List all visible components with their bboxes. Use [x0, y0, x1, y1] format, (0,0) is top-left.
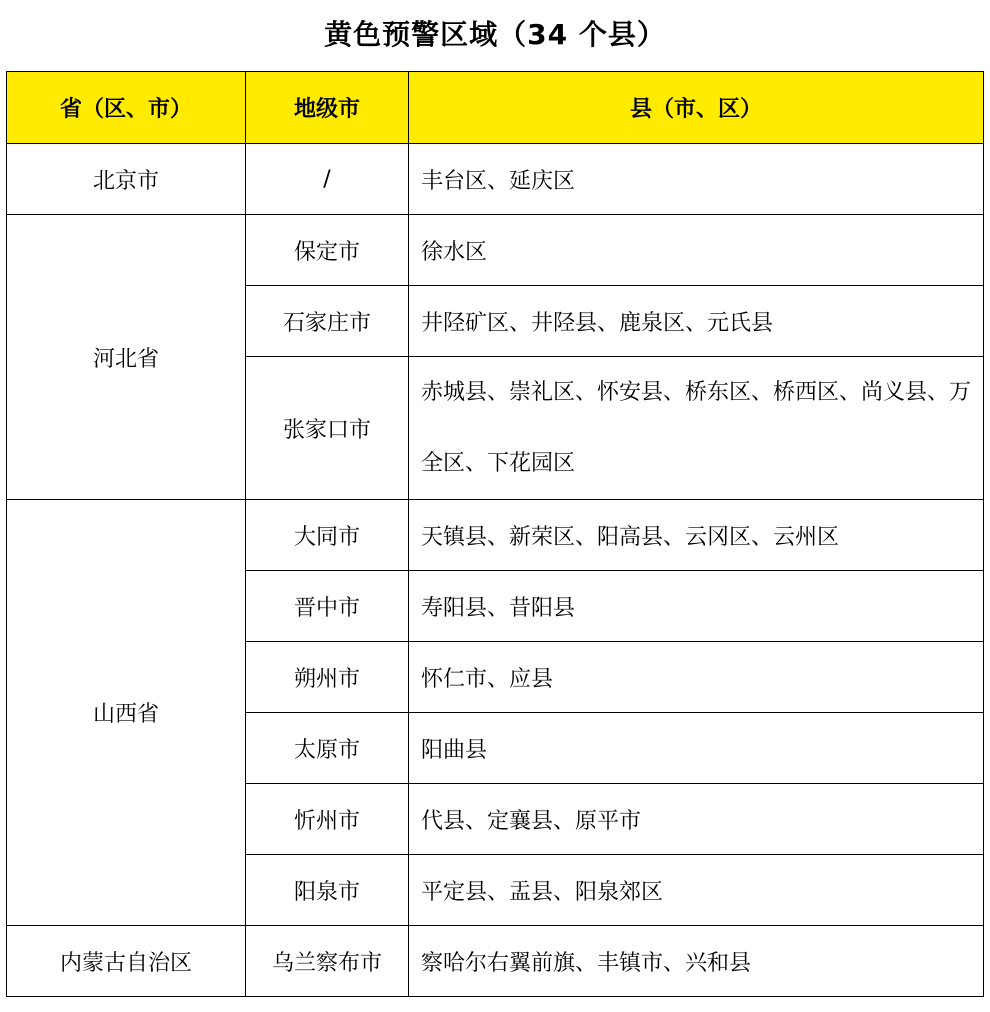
warning-table — [6, 71, 984, 997]
county-cell: 代县、定襄县、原平市 — [409, 784, 984, 855]
table-row — [7, 215, 984, 286]
header-province: 省（区、市） — [7, 72, 246, 144]
province-cell: 河北省 — [7, 215, 246, 500]
county-cell — [409, 357, 984, 500]
header-city: 地级市 — [246, 72, 409, 144]
table-header-row — [7, 72, 984, 144]
city-cell: 大同市 — [246, 500, 409, 571]
county-cell: 怀仁市、应县 — [409, 642, 984, 713]
county-cell: 天镇县、新荣区、阳高县、云冈区、云州区 — [409, 500, 984, 571]
city-cell: 张家口市 — [246, 357, 409, 500]
city-cell: 石家庄市 — [246, 286, 409, 357]
county-cell: 阳曲县 — [409, 713, 984, 784]
table-row — [7, 500, 984, 571]
city-cell: 朔州市 — [246, 642, 409, 713]
city-cell: 忻州市 — [246, 784, 409, 855]
province-cell: 内蒙古自治区 — [7, 926, 246, 997]
city-cell: 保定市 — [246, 215, 409, 286]
county-text: 赤城县、崇礼区、怀安县、桥东区、桥西区、尚义县、万全区、下花园区 — [421, 380, 972, 476]
province-cell: 山西省 — [7, 500, 246, 926]
county-cell: 丰台区、延庆区 — [409, 144, 984, 215]
county-cell: 井陉矿区、井陉县、鹿泉区、元氏县 — [409, 286, 984, 357]
page-title: 黄色预警区域（34 个县） — [324, 18, 666, 51]
city-cell: 乌兰察布市 — [246, 926, 409, 997]
city-cell: 晋中市 — [246, 571, 409, 642]
county-cell: 寿阳县、昔阳县 — [409, 571, 984, 642]
city-cell: / — [246, 144, 409, 215]
county-cell: 察哈尔右翼前旗、丰镇市、兴和县 — [409, 926, 984, 997]
city-cell: 太原市 — [246, 713, 409, 784]
county-cell: 平定县、盂县、阳泉郊区 — [409, 855, 984, 926]
county-cell: 徐水区 — [409, 215, 984, 286]
province-cell: 北京市 — [7, 144, 246, 215]
header-county: 县（市、区） — [409, 72, 984, 144]
city-cell: 阳泉市 — [246, 855, 409, 926]
table-row — [7, 144, 984, 215]
table-row — [7, 926, 984, 997]
